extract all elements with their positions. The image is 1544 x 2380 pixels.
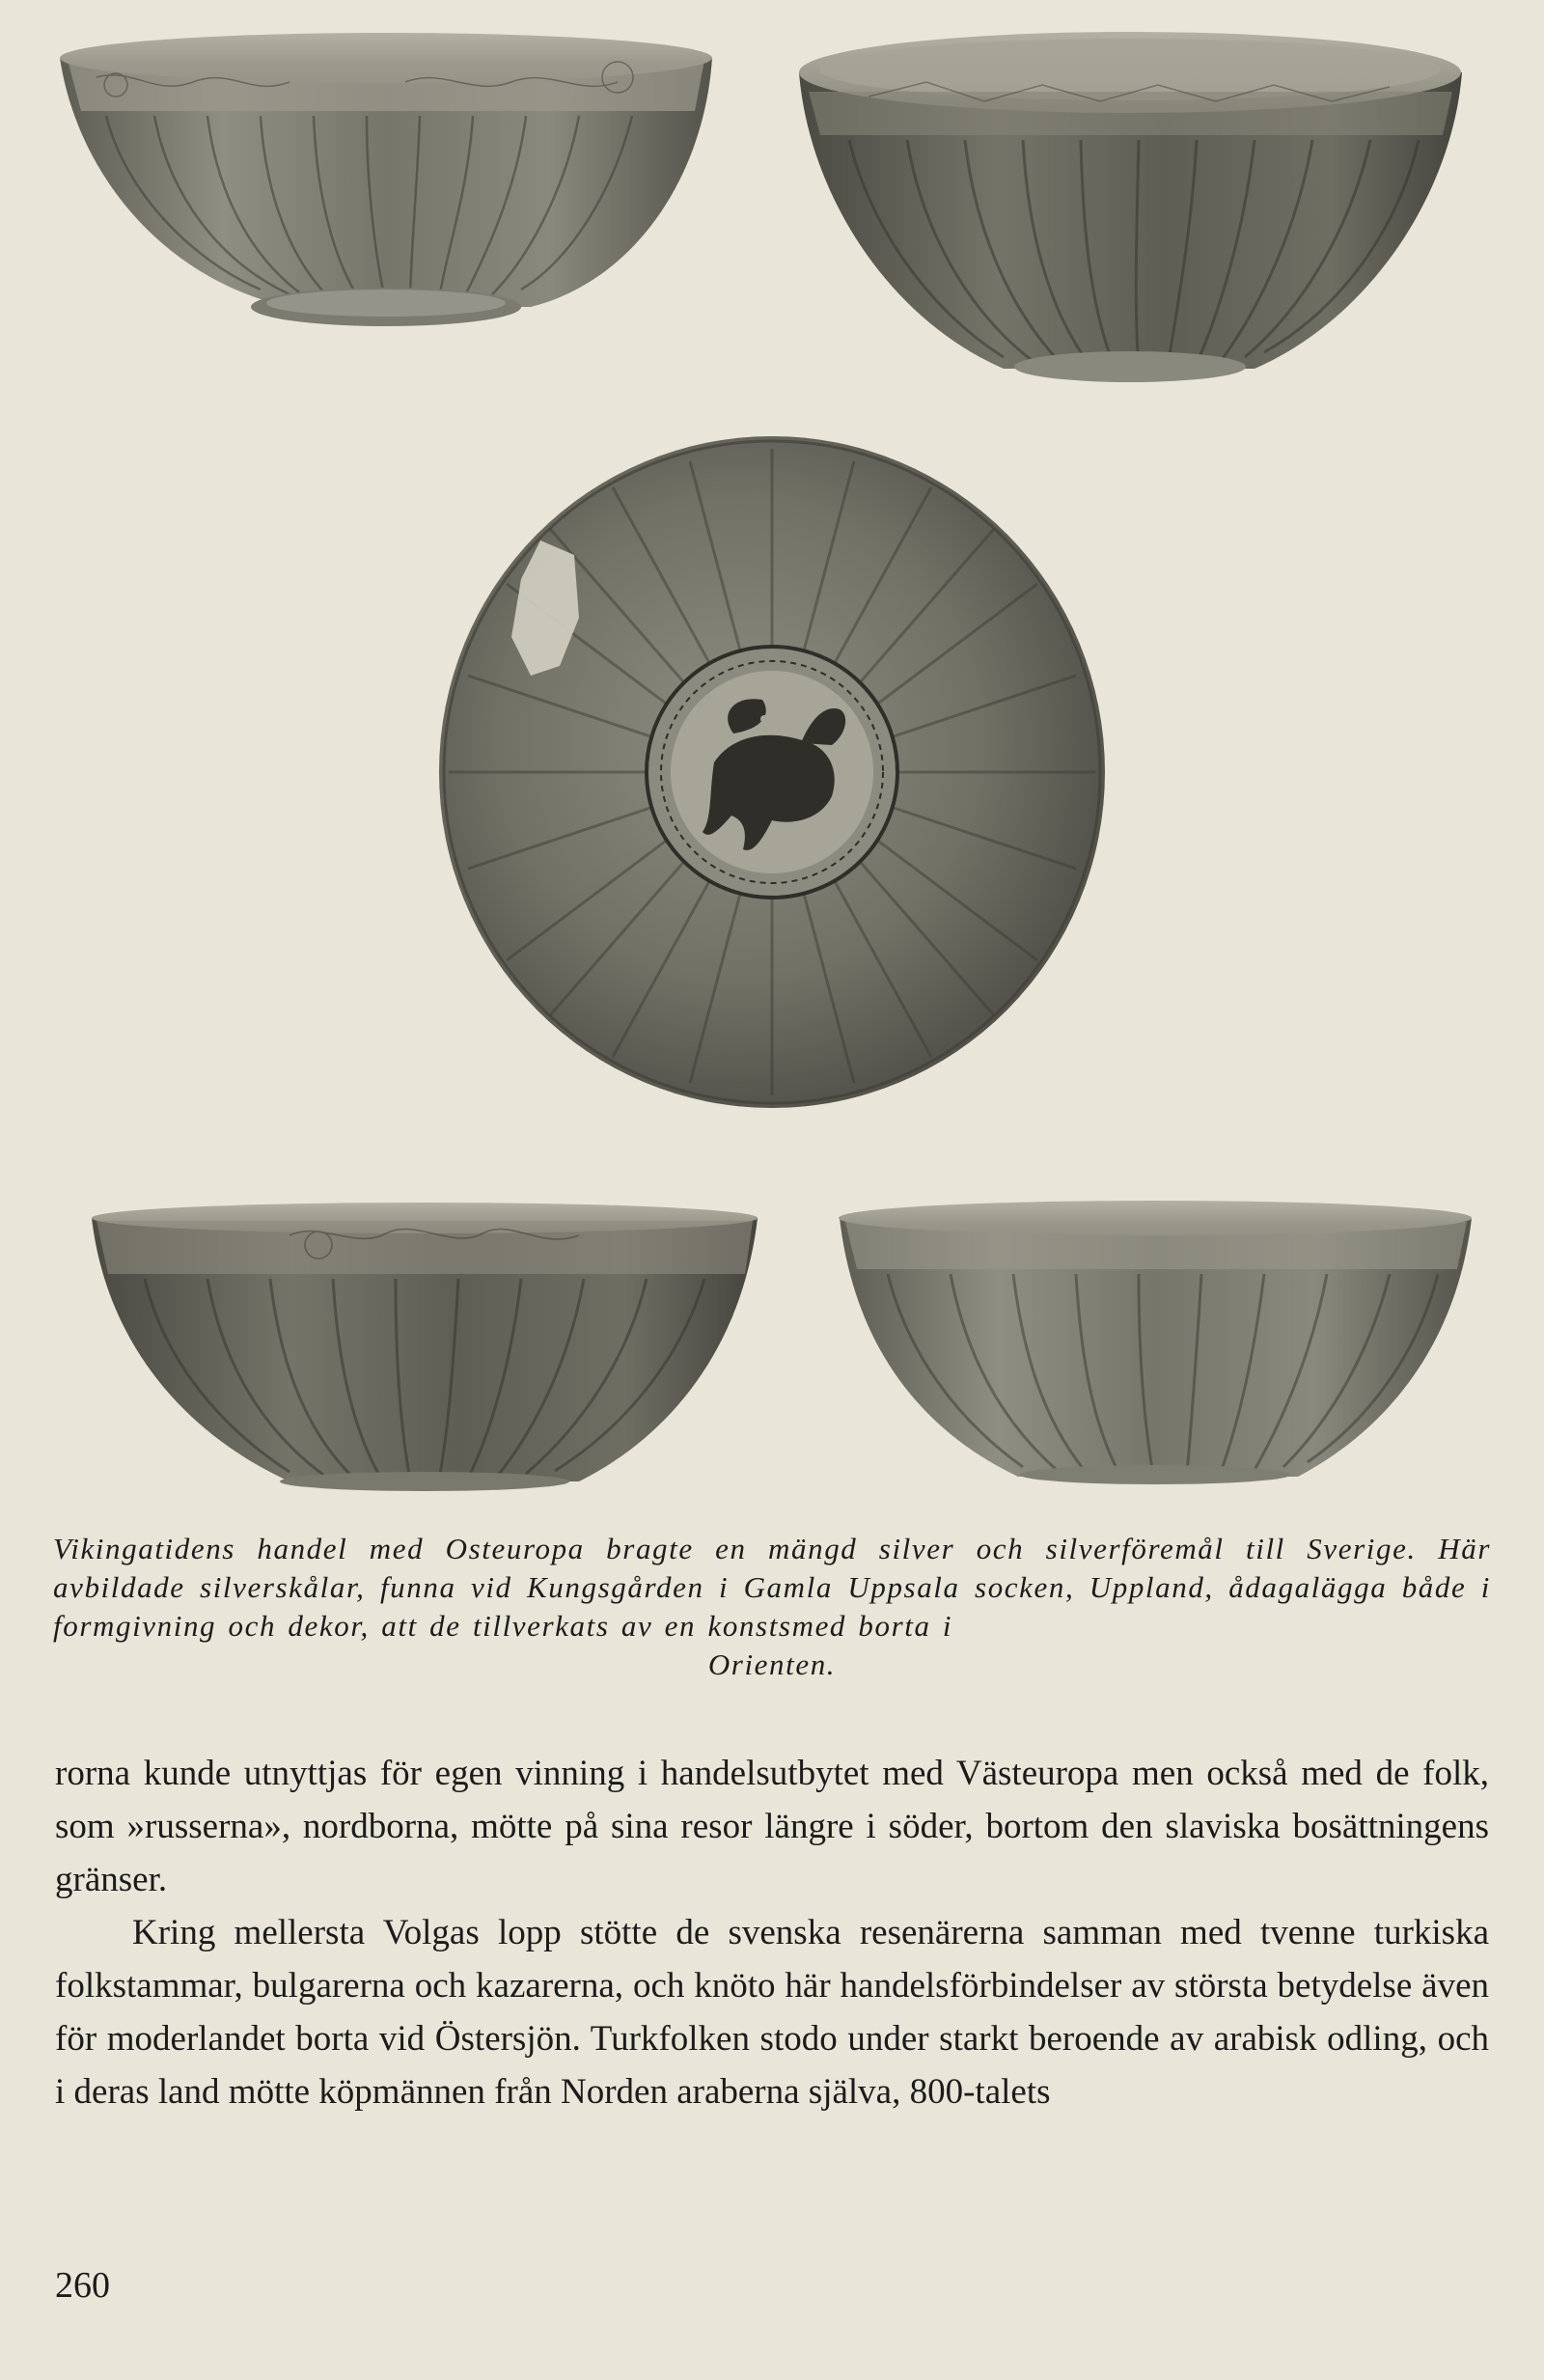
paragraph: rorna kunde utnyttjas för egen vinning i handelsutbytet med Västeuropa men också med de folk, som »russerna», nordborna, mötte på sina resor längre i söder, bortom den slaviska bosättningens gränser.: [55, 1754, 1489, 1899]
caption-line: Vikingatidens handel med Osteuropa bragte en mängd silver och silverföremål till Sverige.: [53, 1532, 1417, 1565]
bowl-top-right: [799, 32, 1462, 382]
bowl-center-top-view: [439, 436, 1105, 1108]
caption-line: Orienten.: [707, 1647, 837, 1681]
bowl-top-left: [60, 33, 712, 326]
caption-line: Här avbildade silverskålar, funna vid Kungsgården i Gamla Uppsala socken, Uppland,: [53, 1532, 1491, 1604]
figure-caption: [53, 1530, 1491, 1684]
bowl-bottom-right: [839, 1201, 1472, 1484]
paragraph: Kring mellersta Volgas lopp stötte de svenska resenärerna samman med tvenne turkiska folkstammar, bulgarerna och kazarerna, och knöto här handelsförbindelser av största betydelse även för moderlandet borta vid Östersjön. Turkfolken stodo under starkt beroende av arabisk odling, och i deras land mötte köpmännen från Norden araberna själva, 800-talets: [55, 1913, 1489, 2112]
body-text: [55, 1747, 1489, 2118]
page-number: 260: [55, 2265, 110, 2306]
caption-line: ådagalägga både i formgivning och dekor, att de tillverkats av en konstsmed borta i: [53, 1570, 1491, 1643]
bowl-bottom-left: [92, 1203, 758, 1491]
